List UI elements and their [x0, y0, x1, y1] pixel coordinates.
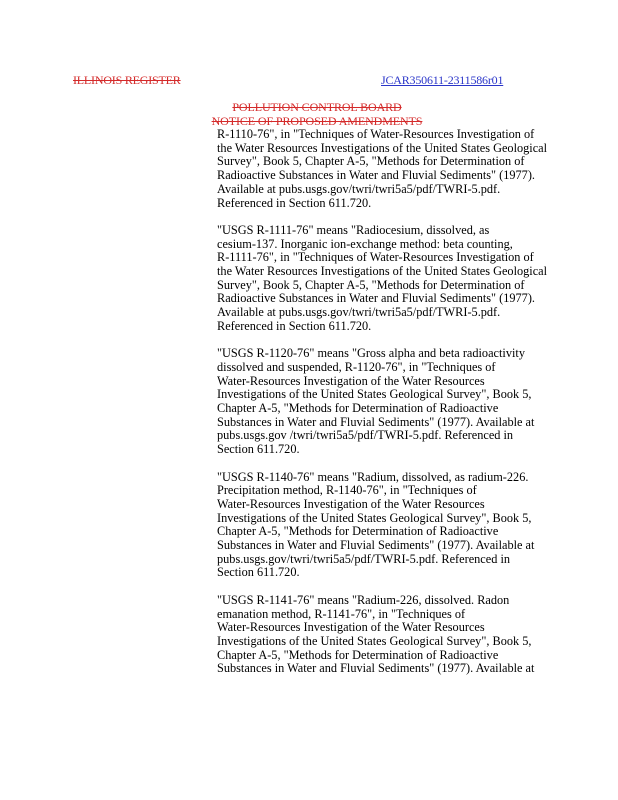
paragraph-usgs-r-1111-76: "USGS R-1111-76" means "Radiocesium, dissolved, as cesium-137. Inorganic ion-exchange method: beta counting, R-1111-76", in "Techniques of Water-Resources Investigation of the Water Resources Investigations of the United States Geological Survey", Book 5, Chapter A-5, "Methods for Determination of Radioactive Substances in Water and Fluvial Sediments" (1977). Available at pubs.usgs.gov/twri/twri5a5/pdf/TWRI-5.pdf. Referenced in Section 611.720. — [217, 222, 548, 333]
board-name: POLLUTION CONTROL BOARD — [232, 100, 402, 114]
notice-title: NOTICE OF PROPOSED AMENDMENTS — [211, 114, 423, 128]
paragraph-usgs-r-1140-76: "USGS R-1140-76" means "Radium, dissolved, as radium-226. Precipitation method, R-1140-76", in "Techniques of Water-Resources Investigation of the Water Resources Investigations of the United States Geological Survey", Book 5, Chapter A-5, "Methods for Determination of Radioactive Substances in Water and Fluvial Sediments" (1977). Available at pubs.usgs.gov/twri/twri5a5/pdf/TWRI-5.pdf. Referenced in Section 611.720. — [217, 469, 535, 580]
paragraph-usgs-r-1120-76: "USGS R-1120-76" means "Gross alpha and beta radioactivity dissolved and suspended, R-1120-76", in "Techniques of Water-Resources Investigation of the Water Resources Investigations of the United States Geological Survey", Book 5, Chapter A-5, "Methods for Determination of Radioactive Substances in Water and Fluvial Sediments" (1977). Available at pubs.usgs.gov /twri/twri5a5/pdf/TWRI-5.pdf. Referenced in Section 611.720. — [217, 346, 535, 457]
jcar-reference: JCAR350611-2311586r01 — [381, 73, 504, 87]
register-header: ILLINOIS REGISTER — [73, 73, 181, 87]
amendment-body — [217, 128, 587, 690]
paragraph-usgs-r-1141-76: "USGS R-1141-76" means "Radium-226, dissolved. Radon emanation method, R-1141-76", in "Techniques of Water-Resources Investigation of the Water Resources Investigations of the United States Geological Survey", Book 5, Chapter A-5, "Methods for Determination of Radioactive Substances in Water and Fluvial Sediments" (1977). Available at — [217, 592, 535, 676]
paragraph-usgs-r-1110-76: R-1110-76", in "Techniques of Water-Resources Investigation of the Water Resources Investigations of the United States Geological Survey", Book 5, Chapter A-5, "Methods for Determination of Radioactive Substances in Water and Fluvial Sediments" (1977). Available at pubs.usgs.gov/twri/twri5a5/pdf/TWRI-5.pdf. Referenced in Section 611.720. — [217, 127, 548, 210]
